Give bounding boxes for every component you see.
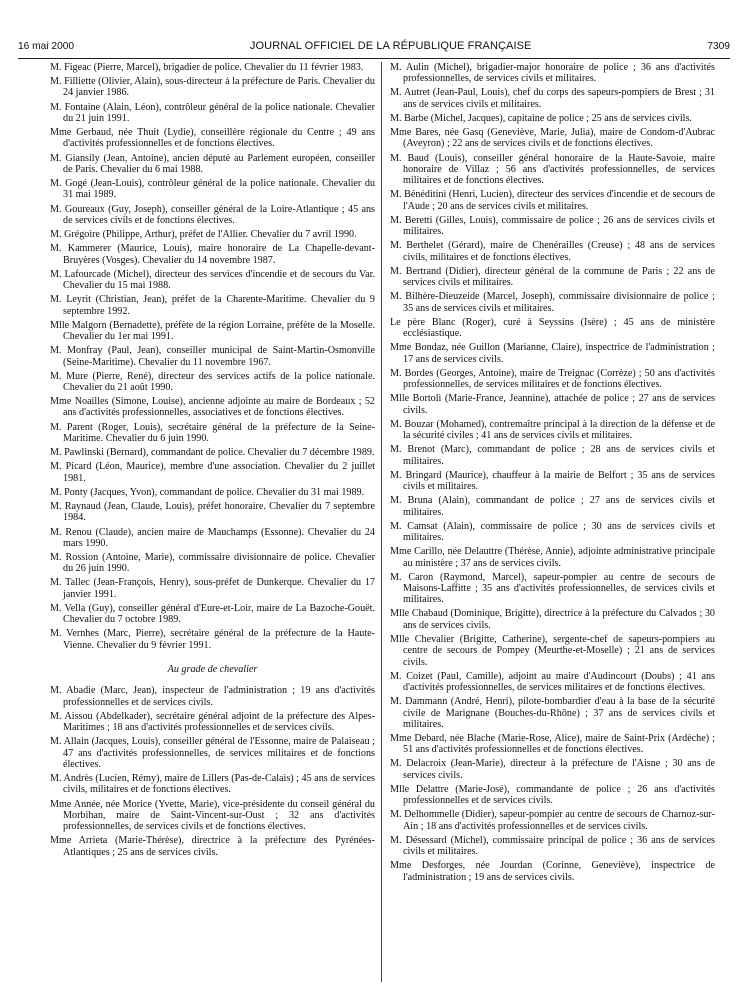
- list-item: M. Bertrand (Didier), directeur général de la commune de Paris ; 22 ans de services civils et militaires.: [390, 265, 715, 289]
- left-entries: [50, 62, 375, 651]
- list-item: M. Renou (Claude), ancien maire de Mauchamps (Essonne). Chevalier du 24 mars 1990.: [50, 526, 375, 549]
- header-rule: [18, 58, 730, 59]
- list-item: M. Dammann (André, Henri), pilote-bombardier d'eau à la base de la sécurité civile de Marignane (Bouches-du-Rhône) ; 37 ans de services civils et militaires.: [390, 696, 715, 730]
- list-item: M. Bringard (Maurice), chauffeur à la mairie de Belfort ; 35 ans de services civils et militaires.: [390, 469, 715, 493]
- list-item: M. Vella (Guy), conseiller général d'Eure-et-Loir, maire de La Bazoche-Gouët. Chevalier du 7 octobre 1989.: [50, 602, 375, 626]
- list-item: M. Bruna (Alain), commandant de police ; 27 ans de services civils et militaires.: [390, 495, 715, 518]
- list-item: M. Désessard (Michel), commissaire principal de police ; 36 ans de services civils et militaires.: [390, 834, 715, 858]
- list-item: M. Lafourcade (Michel), directeur des services d'incendie et de secours du Var. Chevalier du 15 mai 1988.: [50, 268, 375, 292]
- right-entries: [390, 62, 715, 883]
- list-item: M. Tallec (Jean-François, Henry), sous-préfet de Dunkerque. Chevalier du 17 janvier 1991.: [50, 577, 375, 600]
- list-item: Mme Bondaz, née Guillon (Marianne, Claire), inspectrice de l'administration ; 17 ans de services civils.: [390, 342, 715, 365]
- list-item: M. Pawlinski (Bernard), commandant de police. Chevalier du 7 décembre 1989.: [50, 447, 375, 459]
- list-item: M. Bénéditini (Henri, Lucien), directeur des services d'incendie et de secours de l'Aude ; 20 ans de services civils et militaires.: [390, 189, 715, 212]
- list-item: M. Berthelet (Gérard), maire de Chenérailles (Creuse) ; 48 ans de services civils, militaires et de fonctions électives.: [390, 240, 715, 263]
- list-item: M. Coizet (Paul, Camille), adjoint au maire d'Audincourt (Doubs) ; 41 ans d'activités professionnelles, de services militaires et de fonctions électives.: [390, 670, 715, 694]
- list-item: M. Rossion (Antoine, Marie), commissaire divisionnaire de police. Chevalier du 26 juin 1990.: [50, 551, 375, 575]
- list-item: M. Fontaine (Alain, Léon), contrôleur général de la police nationale. Chevalier du 21 juin 1991.: [50, 101, 375, 124]
- list-item: M. Delacroix (Jean-Marie), directeur à la préfecture de l'Aisne ; 30 ans de services civils.: [390, 758, 715, 781]
- list-item: Mme Carillo, née Delauttre (Thérèse, Annie), adjointe administrative principale au ministère ; 37 ans de services civils.: [390, 546, 715, 569]
- list-item: M. Goureaux (Guy, Joseph), conseiller général de la Loire-Atlantique ; 45 ans de services civils et de fonctions électives.: [50, 203, 375, 226]
- list-item: Le père Blanc (Roger), curé à Seyssins (Isère) ; 45 ans de ministère ecclésiastique.: [390, 316, 715, 340]
- list-item: M. Grégoire (Philippe, Arthur), préfet de l'Allier. Chevalier du 7 avril 1990.: [50, 229, 357, 241]
- list-item: M. Autret (Jean-Paul, Louis), chef du corps des sapeurs-pompiers de Brest ; 31 ans de services civils et militaires.: [390, 87, 715, 110]
- list-item: M. Giansily (Jean, Antoine), ancien député au Parlement européen, conseiller de Paris. Chevalier du 6 mai 1988.: [50, 152, 375, 175]
- list-item: M. Vernhes (Marc, Pierre), secrétaire général de la préfecture de la Haute-Vienne. Chevalier du 9 février 1991.: [50, 628, 375, 651]
- column-divider: [381, 62, 382, 982]
- list-item: Mlle Chevalier (Brigitte, Catherine), sergente-chef de sapeurs-pompiers au centre de secours de Pompey (Meurthe-et-Moselle) ; 21 ans de services civils.: [390, 633, 715, 668]
- list-item: M. Parent (Roger, Louis), secrétaire général de la préfecture de la Seine-Maritime. Chevalier du 6 juin 1990.: [50, 421, 375, 444]
- issue-date: 16 mai 2000: [18, 41, 75, 52]
- list-item: M. Barbe (Michel, Jacques), capitaine de police ; 25 ans de services civils.: [390, 112, 692, 124]
- text-columns: [50, 62, 730, 982]
- left-entries-after-heading: [50, 685, 375, 858]
- list-item: M. Filliette (Olivier, Alain), sous-directeur à la préfecture de Paris. Chevalier du 24 janvier 1986.: [50, 76, 375, 99]
- list-item: Mlle Chabaud (Dominique, Brigitte), directrice à la préfecture du Calvados ; 30 ans de services civils.: [390, 608, 715, 631]
- list-item: Mlle Bortoli (Marie-France, Jeannine), attachée de police ; 27 ans de services civils.: [390, 393, 715, 416]
- list-item: M. Picard (Léon, Maurice), membre d'une association. Chevalier du 2 juillet 1981.: [50, 461, 375, 484]
- list-item: M. Figeac (Pierre, Marcel), brigadier de police. Chevalier du 11 février 1983.: [50, 62, 364, 73]
- list-item: M. Andrès (Lucien, Rémy), maire de Lillers (Pas-de-Calais) ; 45 ans de services civils, militaires et de fonctions électives.: [50, 773, 375, 796]
- list-item: Mme Desforges, née Jourdan (Corinne, Geneviève), inspectrice de l'administration ; 19 ans de services civils.: [390, 860, 715, 883]
- list-item: M. Camsat (Alain), commissaire de police ; 30 ans de services civils et militaires.: [390, 520, 715, 544]
- list-item: M. Brenot (Marc), commandant de police ; 28 ans de services civils et militaires.: [390, 444, 715, 467]
- list-item: M. Caron (Raymond, Marcel), sapeur-pompier au centre de secours de Maisons-Laffitte ; 35 ans d'activités professionnelles, de services civils et militaires.: [390, 571, 715, 606]
- list-item: M. Monfray (Paul, Jean), conseiller municipal de Saint-Martin-Osmonville (Seine-Maritime). Chevalier du 11 novembre 1967.: [50, 345, 375, 368]
- list-item: Mme Noailles (Simone, Louise), ancienne adjointe au maire de Bordeaux ; 52 ans d'activités professionnelles, associatives et de fonctions électives.: [50, 396, 375, 419]
- list-item: Mme Debard, née Blache (Marie-Rose, Alice), maire de Saint-Prix (Ardèche) ; 51 ans d'activités professionnelles et de fonctions électives.: [390, 733, 715, 756]
- page-header: [18, 40, 730, 56]
- list-item: M. Baud (Louis), conseiller général honoraire de la Haute-Savoie, maire honoraire de Villaz ; 56 ans d'activités professionnelles, de services militaires et de fonctions électives.: [390, 152, 715, 187]
- list-item: Mme Bares, née Gasq (Geneviève, Marie, Julia), maire de Condom-d'Aubrac (Aveyron) ; 22 ans de services civils et de fonctions électives.: [390, 127, 715, 150]
- page-number: 7309: [707, 41, 730, 52]
- list-item: Mme Arrieta (Marie-Thérèse), directrice à la préfecture des Pyrénées-Atlantiques ; 25 ans de services civils.: [50, 835, 375, 858]
- journal-title: JOURNAL OFFICIEL DE LA RÉPUBLIQUE FRANÇAISE: [249, 40, 532, 52]
- list-item: M. Abadie (Marc, Jean), inspecteur de l'administration ; 19 ans d'activités professionnelles et de services civils.: [50, 685, 375, 708]
- list-item: M. Leyrit (Christian, Jean), préfet de la Charente-Maritime. Chevalier du 9 septembre 1992.: [50, 294, 375, 317]
- list-item: M. Aulin (Michel), brigadier-major honoraire de police ; 36 ans d'activités professionnelles, de services civils et militaires.: [390, 62, 715, 85]
- list-item: Mme Gerbaud, née Thuit (Lydie), conseillère régionale du Centre ; 49 ans d'activités professionnelles et de fonctions électives.: [50, 127, 375, 150]
- list-item: M. Bouzar (Mohamed), contremaître principal à la direction de la défense et de la sécurité civiles ; 41 ans de services civils et militaires.: [390, 418, 715, 442]
- list-item: M. Bilhère-Dieuzeide (Marcel, Joseph), commissaire divisionnaire de police ; 35 ans de services civils et militaires.: [390, 291, 715, 314]
- list-item: Mme Année, née Morice (Yvette, Marie), vice-présidente du conseil général du Morbihan, maire de Saint-Vincent-sur-Oust ; 32 ans d'activités professionnelles, de services civils et de fonctions électives.: [50, 798, 375, 833]
- right-column: [390, 62, 715, 982]
- list-item: M. Allain (Jacques, Louis), conseiller général de l'Essonne, maire de Palaiseau ; 47 ans d'activités professionnelles, de services militaires et de fonctions électives.: [50, 736, 375, 770]
- list-item: M. Ponty (Jacques, Yvon), commandant de police. Chevalier du 31 mai 1989.: [50, 486, 365, 498]
- list-item: M. Gogé (Jean-Louis), contrôleur général de la police nationale. Chevalier du 31 mai 1989.: [50, 178, 375, 201]
- section-heading: Au grade de chevalier: [167, 664, 258, 676]
- list-item: Mlle Delattre (Marie-José), commandante de police ; 26 ans d'activités professionnelles et de services civils.: [390, 783, 715, 807]
- left-column: [50, 62, 375, 982]
- list-item: M. Beretti (Gilles, Louis), commissaire de police ; 26 ans de services civils et militaires.: [390, 214, 715, 238]
- list-item: M. Mure (Pierre, René), directeur des services actifs de la police nationale. Chevalier du 21 août 1990.: [50, 370, 375, 393]
- list-item: M. Raynaud (Jean, Claude, Louis), préfet honoraire. Chevalier du 7 septembre 1984.: [50, 501, 375, 524]
- list-item: Mlle Malgorn (Bernadette), préfète de la région Lorraine, préfète de la Moselle. Chevalier du 1er mai 1991.: [50, 319, 375, 343]
- list-item: M. Kammerer (Maurice, Louis), maire honoraire de La Chapelle-devant-Bruyères (Vosges). Chevalier du 14 novembre 1987.: [50, 243, 375, 266]
- list-item: M. Bordes (Georges, Antoine), maire de Treignac (Corrèze) ; 50 ans d'activités professionnelles, de services militaires et de fonctions électives.: [390, 367, 715, 391]
- list-item: M. Aissou (Abdelkader), secrétaire général adjoint de la préfecture des Alpes-Maritimes ; 18 ans d'activités professionnelles et de services civils.: [50, 710, 375, 734]
- list-item: M. Delhommelle (Didier), sapeur-pompier au centre de secours de Charnoz-sur-Ain ; 18 ans d'activités professionnelles et de services civils.: [390, 809, 715, 832]
